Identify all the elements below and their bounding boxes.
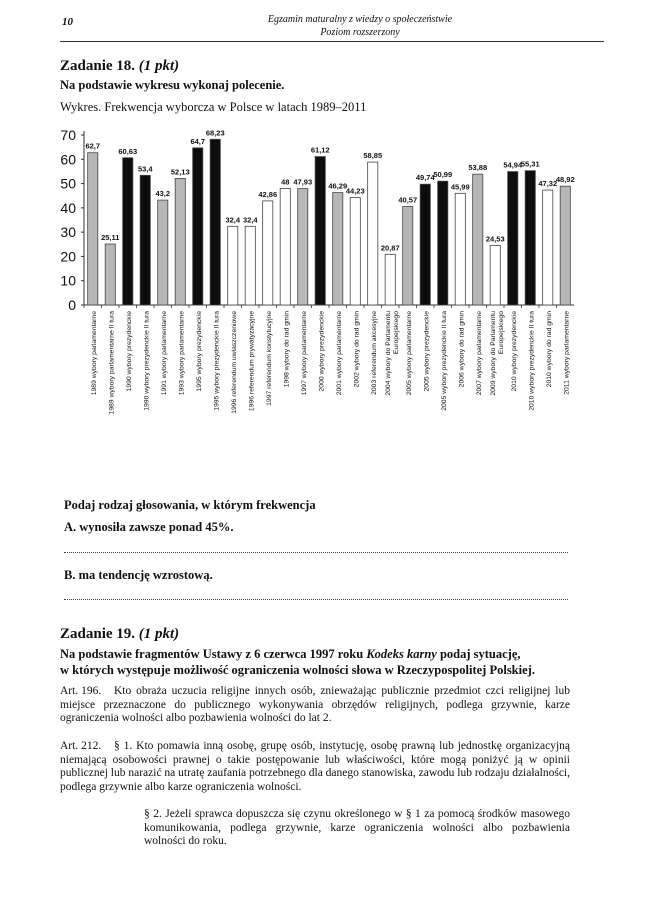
bar [123, 158, 133, 305]
task19-instruction [60, 646, 580, 678]
x-category-label-line: 2004 wybory do Parlamentu [384, 311, 392, 396]
data-label: 61,12 [310, 145, 330, 155]
data-label: 43,2 [155, 189, 171, 199]
x-category-label-line: 1995 wybory prezydenckie [195, 311, 203, 392]
x-category-label [511, 311, 518, 392]
header-exam-title: Egzamin maturalny z wiedzy o społeczeństwie [267, 14, 453, 25]
data-label: 42,86 [258, 189, 278, 199]
x-category-label-line: 1989 wybory parlamentarne [90, 311, 98, 396]
data-label: 53,4 [137, 164, 153, 174]
data-label: 53,88 [468, 163, 488, 173]
article-212-par2: § 2. Jeżeli sprawca dopuszcza się czynu określonego w § 1 za pomocą środków masowego komunikowania, podlega grzywnie, karze ograniczenia wolności albo pozbawienia wolności do roku. [144, 808, 570, 847]
x-category-label-line: 2007 wybory parlamentarne [475, 311, 483, 396]
bar [525, 171, 535, 305]
x-category-label-line: 2001 wybory parlamentarne [335, 311, 343, 396]
data-label: 32,4 [242, 215, 258, 225]
x-category-label-line: 1991 wybory parlamentarne [160, 311, 168, 396]
bar [193, 148, 203, 305]
bar [140, 175, 150, 305]
bar [88, 153, 98, 305]
x-category-label-line: 1996 referendum prywatyzacyjne [248, 311, 256, 412]
bar [263, 201, 273, 305]
data-label: 44,23 [345, 186, 365, 196]
task19-title-text: Zadanie 19. [60, 626, 136, 642]
x-category-label-line: 1997 wybory parlamentarne [300, 311, 308, 396]
bar [315, 157, 325, 305]
x-category-label [318, 311, 325, 392]
bar [175, 178, 185, 305]
x-category-label [441, 311, 448, 411]
x-category-label-line: 1990 wybory prezydenckie [125, 311, 133, 392]
article-196-label: Art. 196. [60, 685, 102, 697]
x-category-label-line: Europejskiego [497, 311, 505, 355]
data-label: 49,74 [415, 173, 435, 183]
option-a-label: A. [64, 520, 77, 534]
bar [438, 181, 448, 305]
data-label: 20,87 [380, 243, 400, 253]
bar [368, 162, 378, 305]
x-category-label-line: 2003 referendum akcesyjne [370, 311, 378, 395]
bar [280, 188, 290, 305]
x-category-label-line: 2009 wybory do Parlamentu [489, 311, 497, 396]
x-category-label [196, 311, 203, 392]
x-category-label [143, 311, 150, 411]
header-level: Poziom rozszerzony [320, 27, 400, 38]
x-category-label [178, 311, 185, 395]
bar [385, 254, 395, 305]
bar [420, 184, 430, 305]
data-label: 54,94 [503, 160, 523, 170]
x-category-label [266, 311, 273, 406]
x-category-label [213, 311, 220, 411]
option-b [64, 568, 213, 583]
x-category-label [301, 311, 308, 395]
data-label: 50,99 [433, 170, 453, 180]
article-212-par1: § 1. Kto pomawia inną osobę, grupę osób, instytucję, osobę prawną lub jednostkę organizacyjną niemającą osobowości prawnej o takie postępowanie lub właściwości, które mogą poniżyć ją w opinii publicznej lub narazić na utratę zaufania potrzebnego dla danego stanowiska, zawodu lub rodzaju działalności, podlega grzywnie albo karze ograniczenia wolności. [60, 740, 570, 793]
x-category-label [108, 311, 115, 415]
data-label: 48,92 [555, 175, 575, 185]
data-label: 45,99 [450, 182, 470, 192]
option-b-label: B. [64, 568, 76, 582]
task18-title-text: Zadanie 18. [60, 58, 136, 74]
x-category-label-line: 1989 wybory parlamentarne II tura [108, 311, 116, 415]
data-label: 64,7 [190, 136, 206, 146]
x-category-label-line: 1998 wybory do rad gmin [283, 311, 291, 388]
bar [105, 244, 115, 305]
x-category-label-line: 1996 referendum uwłaszczeniowe [230, 311, 238, 414]
x-category-label-line: 2006 wybory do rad gmin [458, 311, 466, 388]
bar [490, 245, 500, 305]
x-category-label-line: 1990 wybory prezydenckie II tura [143, 311, 151, 411]
task18-instruction: Na podstawie wykresu wykonaj polecenie. [60, 78, 285, 92]
x-category-label [406, 311, 413, 395]
article-196-text: Kto obraża uczucia religijne innych osób, znieważając publicznie przedmiot czci religijnej lub miejsce przeznaczone do publicznego wykonywania obrzędów religijnych, podlega grzywnie, karze ograniczenia wolności albo pozbawienia wolności do lat 2. [60, 685, 570, 724]
bar [403, 206, 413, 305]
y-tick-label: 60 [60, 151, 76, 168]
data-label: 47,32 [538, 179, 558, 189]
task19-title [60, 626, 179, 643]
data-label: 58,85 [363, 151, 383, 161]
bar [350, 198, 360, 305]
bar [228, 226, 238, 305]
data-label: 48 [281, 177, 290, 187]
x-category-label [353, 311, 360, 388]
answer-line-b[interactable] [64, 599, 568, 600]
answer-line-a[interactable] [64, 552, 568, 553]
bar [455, 193, 465, 305]
page-number: 10 [62, 16, 73, 28]
x-category-label [371, 311, 378, 395]
y-tick-label: 20 [60, 248, 76, 265]
bar [158, 200, 168, 305]
task19-instruction-part2: podaj sytuację, [436, 647, 521, 661]
task18-points: (1 pkt) [138, 58, 180, 74]
x-category-label [528, 311, 535, 411]
x-category-label-line: 2005 wybory prezydenckie II tura [440, 311, 448, 411]
bar [210, 139, 220, 305]
article-212-label: Art. 212. [60, 740, 102, 752]
x-category-label [231, 311, 238, 414]
data-label: 46,29 [328, 181, 348, 191]
x-category-label [336, 311, 343, 395]
x-category-label-line: 1993 wybory parlamentarne [178, 311, 186, 396]
y-tick-label: 40 [60, 199, 76, 216]
x-category-label-line: 2002 wybory do rad gmin [353, 311, 361, 388]
bar [333, 193, 343, 305]
x-category-label-line: 2010 wybory do rad gmin [545, 311, 553, 388]
y-tick-label: 70 [60, 127, 76, 143]
x-category-label-line: 2010 wybory prezydenckie [510, 311, 518, 392]
y-tick-label: 10 [60, 272, 76, 289]
option-a-text: wynosiła zawsze ponad 45%. [79, 520, 234, 534]
bar [298, 189, 308, 305]
turnout-chart [0, 118, 664, 488]
x-category-label [476, 311, 483, 395]
data-label: 55,31 [520, 159, 540, 169]
bar [508, 172, 518, 305]
data-label: 68,23 [205, 128, 225, 138]
bar [245, 226, 255, 305]
task18-question: Podaj rodzaj głosowania, w którym frekwencja [64, 498, 316, 512]
bar [560, 186, 570, 305]
bar [473, 174, 483, 305]
task19-points: (1 pkt) [138, 626, 180, 642]
x-category-label [248, 311, 255, 411]
data-label: 62,7 [85, 141, 101, 151]
x-category-label [458, 311, 465, 388]
bar [543, 190, 553, 305]
x-category-label-line: 2005 wybory prezydenckie [423, 311, 431, 392]
option-b-text: ma tendencję wzrostową. [78, 568, 213, 582]
data-label: 32,4 [225, 215, 241, 225]
header-rule [60, 41, 604, 42]
x-category-label-line: 2011 wybory parlamentarne [563, 311, 571, 395]
x-category-label-line: 1995 wybory prezydenckie II tura [213, 311, 221, 411]
y-tick-label: 0 [68, 297, 76, 313]
y-tick-label: 30 [60, 224, 76, 241]
task19-instruction-line2: w których występuje możliwość ograniczenia wolności słowa w Rzeczypospolitej Polskiej. [60, 663, 535, 677]
y-tick-label: 50 [60, 175, 76, 192]
x-category-label [91, 311, 98, 395]
x-category-label-line: 1997 referendum konstytucyjne [265, 311, 273, 406]
chart-caption: Wykres. Frekwencja wyborcza w Polsce w latach 1989–2011 [60, 100, 367, 114]
x-category-label [563, 311, 570, 395]
x-category-label [385, 311, 400, 396]
data-label: 25,11 [101, 233, 120, 243]
task19-instruction-italic: Kodeks karny [366, 647, 437, 661]
x-category-label [126, 311, 133, 392]
option-a [64, 520, 233, 535]
x-category-label [546, 311, 553, 388]
data-label: 24,53 [485, 234, 505, 244]
x-category-label [490, 311, 505, 396]
x-category-label [283, 311, 290, 388]
data-label: 47,93 [293, 177, 313, 187]
data-label: 40,57 [398, 195, 418, 205]
task18-title [60, 58, 179, 75]
x-category-label [161, 311, 168, 395]
task19-instruction-part1: Na podstawie fragmentów Ustawy z 6 czerwca 1997 roku [60, 647, 367, 661]
x-category-label-line: 2005 wybory parlamentarne [405, 311, 413, 396]
x-category-label [423, 311, 430, 392]
data-label: 52,13 [170, 167, 190, 177]
x-category-label-line: 2010 wybory prezydenckie II tura [528, 311, 536, 411]
data-label: 60,63 [118, 146, 138, 156]
x-category-label-line: Europejskiego [392, 311, 400, 355]
x-category-label-line: 2000 wybory prezydenckie [318, 311, 326, 392]
